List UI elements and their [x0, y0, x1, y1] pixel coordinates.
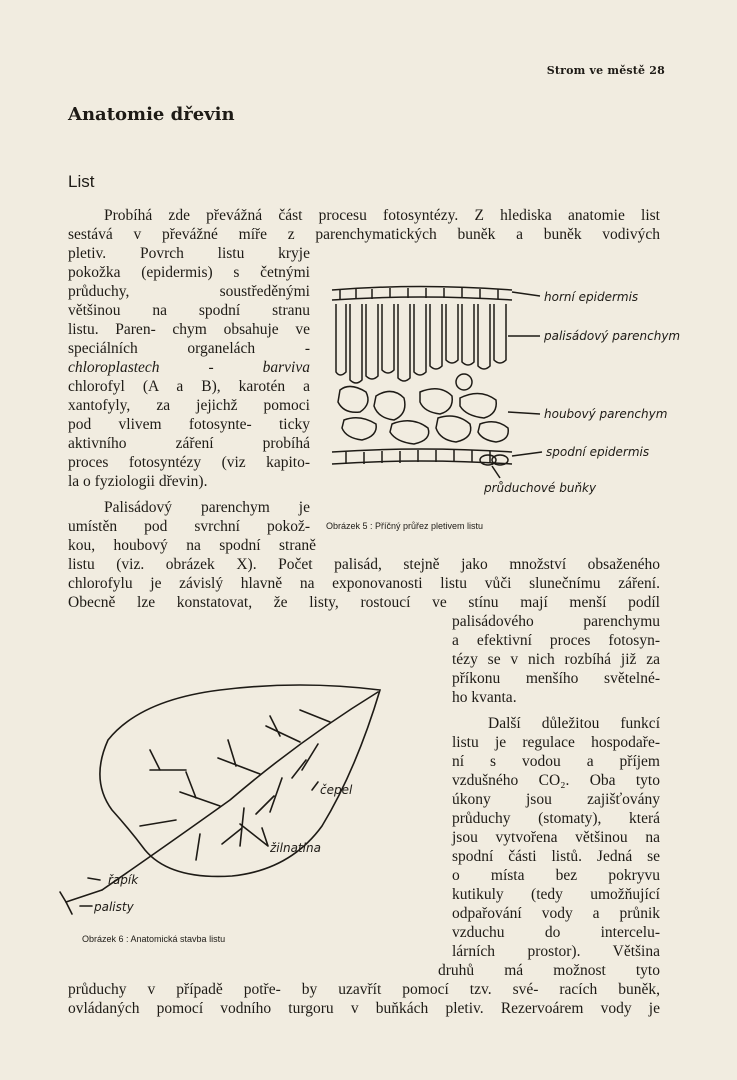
text-line: listu. Paren- chym obsahuje ve	[68, 321, 310, 338]
text-line: spodní části listů. Jedná se	[452, 848, 660, 865]
text-line: lárních prostor). Většina	[452, 943, 660, 960]
text-line: listu (viz. obrázek X). Počet palisád, stejně jako množství obsaženého	[68, 556, 660, 573]
text-line: odpařování vody a průnik	[452, 905, 660, 922]
text-line: chlorofyl (A a B), karotén a	[68, 378, 310, 395]
text-line: la o fyziologii dřevin).	[68, 473, 208, 490]
text-line: Palisádový parenchym je	[104, 499, 310, 516]
chapter-title: Anatomie dřevin	[68, 104, 235, 125]
label-lower-epidermis: spodní epidermis	[546, 445, 650, 459]
text-line: kutikuly (tedy umožňující	[452, 886, 660, 903]
text-line: průduchy, soustředěnými	[68, 283, 310, 300]
text-line: sestává v převážné míře z parenchymatických buněk a buněk vodivých	[68, 226, 660, 243]
section-title: List	[68, 172, 95, 191]
text-line: kou, houbový na spodní straně	[68, 537, 316, 554]
text-line: xantofyly, za jejichž pomoci	[68, 397, 310, 414]
text-line: Další důležitou funkcí	[488, 715, 660, 732]
text-line: úkony jsou zajišťovány	[452, 791, 660, 808]
label-palisade-parenchyma: palisádový parenchym	[544, 329, 681, 343]
text-line: ovládaných pomocí vodního turgoru v buňkách pletiv. Rezervoárem vody je	[68, 1000, 660, 1017]
running-header: Strom ve městě 28	[546, 64, 665, 77]
text-line: pokožka (epidermis) s četnými	[68, 264, 310, 281]
text-line: Obecně lze konstatovat, že listy, rostoucí ve stínu mají menší podíl	[68, 594, 660, 611]
label-stipules: palisty	[94, 900, 134, 914]
label-spongy-parenchyma: houbový parenchym	[544, 407, 668, 421]
text-line: Probíhá zde převážná část procesu fotosyntézy. Z hlediska anatomie list	[104, 207, 660, 224]
text-line: proces fotosyntézy (viz kapito-	[68, 454, 310, 471]
text-line: ní s vodou a příjem	[452, 753, 660, 770]
text-line: pod vlivem fotosynte- ticky	[68, 416, 310, 433]
text-line: o místa bez pokryvu	[452, 867, 660, 884]
text-line: vzdušného CO₂. Oba tyto	[452, 772, 660, 789]
label-upper-epidermis: horní epidermis	[544, 290, 639, 304]
text-line: vzduchu do intercelu-	[452, 924, 660, 941]
text-line: příkonu menšího světelné-	[452, 670, 660, 687]
label-blade: čepel	[320, 783, 353, 797]
figure6-caption: Obrázek 6 : Anatomická stavba listu	[82, 934, 226, 944]
text-line: druhů má možnost tyto	[438, 962, 660, 979]
text-line: ho kvanta.	[452, 689, 517, 706]
label-venation: žilnatina	[270, 841, 321, 855]
text-line: a efektivní proces fotosyn-	[452, 632, 660, 649]
text-line: průduchy v případě potře- by uzavřít pomocí tzv. své- racích buněk,	[68, 981, 660, 998]
label-guard-cells: průduchové buňky	[484, 481, 597, 495]
text-line: palisádového parenchymu	[452, 613, 660, 630]
text-line: umístěn pod svrchní pokož-	[68, 518, 310, 535]
text-line: chloroplastech - barviva	[68, 359, 310, 376]
label-petiole: řapík	[108, 873, 139, 887]
text-line: listu je regulace hospodaře-	[452, 734, 660, 751]
text-line: speciálních organelách -	[68, 340, 310, 357]
text-line: jsou vytvořena většinou na	[452, 829, 660, 846]
text-line: pletiv. Povrch listu kryje	[68, 245, 310, 262]
figure5-caption: Obrázek 5 : Příčný průřez pletivem listu	[326, 521, 484, 531]
text-line: aktivního záření probíhá	[68, 435, 310, 452]
text-line: většinou na spodní stranu	[68, 302, 310, 319]
text-line: průduchy (stomaty), která	[452, 810, 660, 827]
text-line: tézy se v nich rozbíhá již za	[452, 651, 660, 668]
text-line: chlorofylu je závislý hlavně na exponovanosti listu vůči slunečnímu záření.	[68, 575, 660, 592]
